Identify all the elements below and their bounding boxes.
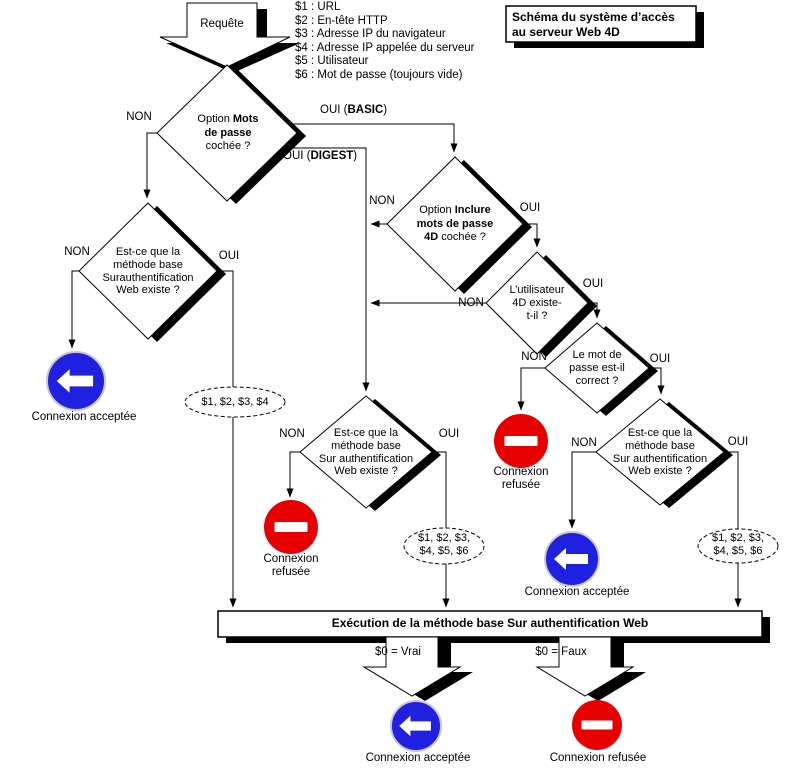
branch-oui-digest-label [283, 150, 357, 163]
text: mots de passe [416, 217, 494, 230]
legend-item: $4 : Adresse IP appelée du serveur [295, 41, 475, 54]
text: 4D existe- [512, 296, 562, 309]
branch-oui-label: OUI [582, 278, 604, 290]
connector-method-left-non [72, 271, 79, 348]
diagram-title-line: Schéma du système d’accès [512, 10, 675, 24]
exec-bar-label: Exécution de la méthode base Sur authentification Web [331, 616, 649, 630]
branch-non-label: NON [126, 111, 152, 123]
text: Surauthentification [102, 271, 194, 284]
text: méthode base [113, 258, 183, 271]
request-label: Requête [200, 18, 244, 30]
connector-method-right-non [572, 452, 596, 528]
decision-method-left-label [91, 246, 205, 297]
text: Est-ce que la [627, 427, 693, 439]
text: cochée ? [205, 140, 251, 152]
diagram-title-line: au serveur Web 4D [512, 25, 620, 39]
connector-method-left-oui [217, 271, 233, 607]
text: $1, $2, $3, [418, 532, 470, 544]
text: DIGEST [310, 150, 354, 162]
text: Mots [232, 113, 259, 125]
text: Sur authentification [612, 452, 708, 465]
outcome-accepted-label: Connexion acceptée [31, 411, 137, 423]
branch-non-label: NON [458, 297, 484, 309]
text: OUI ( [320, 104, 348, 116]
legend-item: $1 : URL [295, 1, 341, 13]
branch-non-label: NON [64, 246, 90, 258]
text: $1, $2, $3, [712, 532, 764, 544]
legend [295, 1, 474, 83]
decision-method-right-label [603, 427, 717, 478]
decision-password-ok-label [547, 349, 647, 387]
text: Inclure [454, 204, 491, 216]
text: Option [197, 113, 233, 125]
text: cochée ? [438, 231, 486, 243]
outcome-refused-label: Connexion refusée [263, 553, 319, 578]
text: Le mot de [572, 349, 622, 361]
text: Web existe ? [628, 465, 692, 478]
connector-passwords-non [147, 133, 157, 198]
text: ) [383, 104, 388, 116]
decision-include4d-label [405, 204, 505, 245]
text: Web existe ? [116, 284, 180, 297]
outcome-refused-label: Connexion refusée [549, 752, 647, 764]
decision-passwords-label [183, 113, 273, 154]
request-arrow-shape [160, 3, 290, 67]
text: correct ? [575, 374, 619, 387]
decision-method-mid-label [309, 427, 423, 478]
branch-non-label: NON [369, 195, 395, 207]
accepted-icon [47, 352, 105, 410]
legend-item: $5 : Utilisateur [295, 55, 369, 68]
text: de passe [204, 126, 252, 139]
outcome-accepted-label: Connexion acceptée [524, 586, 630, 598]
params-label-4: $1, $2, $3, $4 [201, 396, 269, 408]
diagram-title [512, 10, 696, 40]
text: L’utilisateur [509, 284, 565, 296]
refused-icon [572, 700, 622, 750]
text: Web existe ? [334, 465, 398, 478]
text: méthode base [625, 439, 695, 452]
branch-non-label: NON [279, 428, 305, 440]
legend-item: $6 : Mot de passe (toujours vide) [295, 68, 463, 81]
params-label-6 [404, 532, 484, 558]
params-label-6 [698, 532, 778, 558]
result-false-label: $0 = Faux [535, 646, 587, 658]
branch-oui-label: OUI [218, 250, 240, 262]
connector-oui-digest [282, 148, 366, 391]
outcome-accepted-label: Connexion acceptée [365, 752, 471, 764]
text: t-il ? [526, 309, 548, 322]
text: ) [353, 150, 358, 162]
text: $4, $5, $6 [419, 545, 469, 557]
text: Est-ce que la [115, 246, 181, 258]
branch-oui-label: OUI [649, 353, 671, 365]
text: Est-ce que la [333, 427, 399, 439]
connector-method-mid-non [290, 452, 300, 497]
text: méthode base [331, 439, 401, 452]
branch-oui-label: OUI [727, 436, 749, 448]
text: BASIC [347, 104, 384, 116]
refused-icon [264, 500, 318, 554]
text: OUI ( [283, 150, 311, 162]
refused-icon [494, 414, 548, 468]
branch-non-label: NON [521, 351, 547, 363]
branch-non-label: NON [571, 437, 597, 449]
branch-oui-label: OUI [438, 428, 460, 440]
branch-oui-basic-label [320, 104, 387, 117]
legend-item: $2 : En-tête HTTP [295, 14, 388, 27]
text: Sur authentification [318, 452, 414, 465]
outcome-refused-label: Connexion refusée [493, 466, 549, 491]
decision-user-label [487, 284, 587, 322]
accepted-icon [545, 532, 599, 586]
legend-item: $3 : Adresse IP du navigateur [295, 28, 446, 41]
text: Option [419, 204, 455, 216]
text: passe est-il [569, 361, 625, 374]
branch-oui-label: OUI [519, 202, 541, 214]
text: $4, $5, $6 [713, 545, 763, 557]
connector-password-ok-non [521, 368, 545, 410]
result-true-label: $0 = Vrai [375, 646, 421, 658]
text: 4D [424, 231, 439, 243]
accepted-icon [391, 701, 441, 751]
